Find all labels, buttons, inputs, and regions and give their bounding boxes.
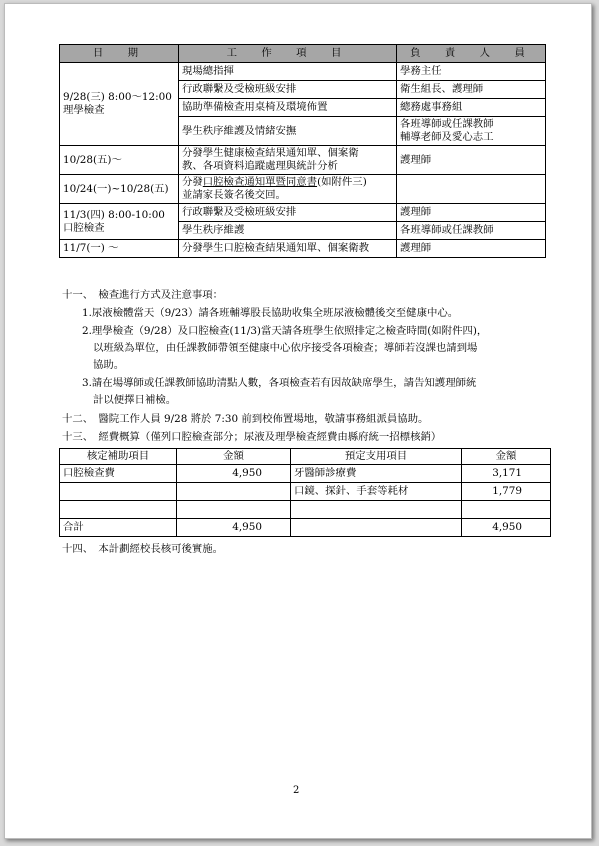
total-label: 合計	[60, 519, 177, 537]
person-cell: 護理師	[397, 204, 546, 222]
budget-amount	[462, 501, 551, 519]
header-date: 日 期	[60, 45, 179, 63]
budget-header: 預定支用項目	[291, 449, 462, 465]
total-amount: 4,950	[177, 519, 291, 537]
task-cell: 現場總指揮	[179, 63, 397, 81]
budget-amount: 4,950	[177, 465, 291, 483]
schedule-header-row	[60, 45, 546, 63]
budget-item	[60, 501, 177, 519]
budget-header-row	[60, 449, 551, 465]
table-row	[60, 175, 546, 204]
task-cell: 學生秩序維護及情緒安撫	[179, 117, 397, 146]
task-cell: 行政聯繫及受檢班級安排	[179, 81, 397, 99]
section-11-item-2-cont: 以班級為單位，由任課教師帶領至健康中心依序接受各項檢查；導師若沒課也請到場	[93, 342, 478, 354]
person-cell: 護理師	[397, 240, 546, 258]
section-14: 十四、 本計劃經校長核可後實施。	[62, 543, 224, 555]
header-person: 負 責 人 員	[397, 45, 546, 63]
table-row	[60, 63, 546, 81]
budget-item	[291, 501, 462, 519]
budget-item: 口鏡、探針、手套等耗材	[291, 483, 462, 501]
budget-header: 核定補助項目	[60, 449, 177, 465]
person-cell: 總務處事務組	[397, 99, 546, 117]
budget-item: 口腔檢查費	[60, 465, 177, 483]
table-row	[60, 483, 551, 501]
task-cell: 協助準備檢查用桌椅及環境佈置	[179, 99, 397, 117]
document-page	[4, 3, 592, 839]
section-13: 十三、 經費概算（僅列口腔檢查部分；尿液及理學檢查經費由縣府統一招標核銷）	[62, 431, 442, 443]
schedule-table	[59, 44, 546, 258]
budget-amount	[177, 501, 291, 519]
budget-table	[59, 448, 551, 537]
budget-amount: 3,171	[462, 465, 551, 483]
budget-total-row	[60, 519, 551, 537]
header-task: 工 作 項 目	[179, 45, 397, 63]
table-row	[60, 240, 546, 258]
date-cell: 11/3(四) 8:00-10:00 口腔檢查	[60, 204, 179, 240]
section-11-item-3-cont: 計以便擇日補檢。	[93, 394, 177, 406]
table-row	[60, 204, 546, 222]
section-11-item-3: 3.請在場導師或任課教師協助清點人數，各項檢查若有因故缺席學生，請告知護理師統	[82, 377, 477, 389]
budget-item: 牙醫師診療費	[291, 465, 462, 483]
budget-header: 金額	[177, 449, 291, 465]
task-cell: 分發學生健康檢查結果通知單、個案衛 教、各項資料追蹤處理與統計分析	[179, 146, 397, 175]
date-cell: 10/24(一)~10/28(五)	[60, 175, 179, 204]
budget-item	[60, 483, 177, 501]
budget-amount: 1,779	[462, 483, 551, 501]
date-cell: 11/7(一) ～	[60, 240, 179, 258]
page-number: 2	[293, 785, 300, 796]
section-11-title: 十一、 檢查進行方式及注意事項：	[62, 289, 224, 301]
budget-header: 金額	[462, 449, 551, 465]
table-row	[60, 465, 551, 483]
person-cell: 護理師	[397, 146, 546, 175]
task-cell: 分發口腔檢查通知單暨同意書(如附件三) 並請家長簽名後交回。	[179, 175, 397, 204]
task-cell: 分發學生口腔檢查結果通知單、個案衛教	[179, 240, 397, 258]
person-cell: 衛生組長、護理師	[397, 81, 546, 99]
person-cell: 各班導師或任課教師 輔導老師及愛心志工	[397, 117, 546, 146]
budget-amount	[177, 483, 291, 501]
date-cell: 9/28(三) 8:00～12:00 理學檢查	[60, 63, 179, 146]
section-12: 十二、 醫院工作人員 9/28 將於 7:30 前到校佈置場地，敬請事務組派員協助。	[62, 413, 429, 425]
table-row	[60, 501, 551, 519]
person-cell: 各班導師或任課教師	[397, 222, 546, 240]
person-cell	[397, 175, 546, 204]
task-cell: 學生秩序維護	[179, 222, 397, 240]
section-11-item-2-cont: 協助。	[93, 359, 125, 371]
task-cell: 行政聯繫及受檢班級安排	[179, 204, 397, 222]
section-11-item-2: 2.理學檢查（9/28）及口腔檢查(11/3)當天請各班學生依照排定之檢查時間(如附件四)，	[82, 325, 488, 337]
total-amount: 4,950	[462, 519, 551, 537]
section-11-item-1: 1.尿液檢體當天（9/23）請各班輔導股長協助收集全班尿液檢體後交至健康中心。	[82, 307, 459, 319]
date-cell: 10/28(五)～	[60, 146, 179, 175]
person-cell: 學務主任	[397, 63, 546, 81]
budget-item	[291, 519, 462, 537]
table-row	[60, 146, 546, 175]
